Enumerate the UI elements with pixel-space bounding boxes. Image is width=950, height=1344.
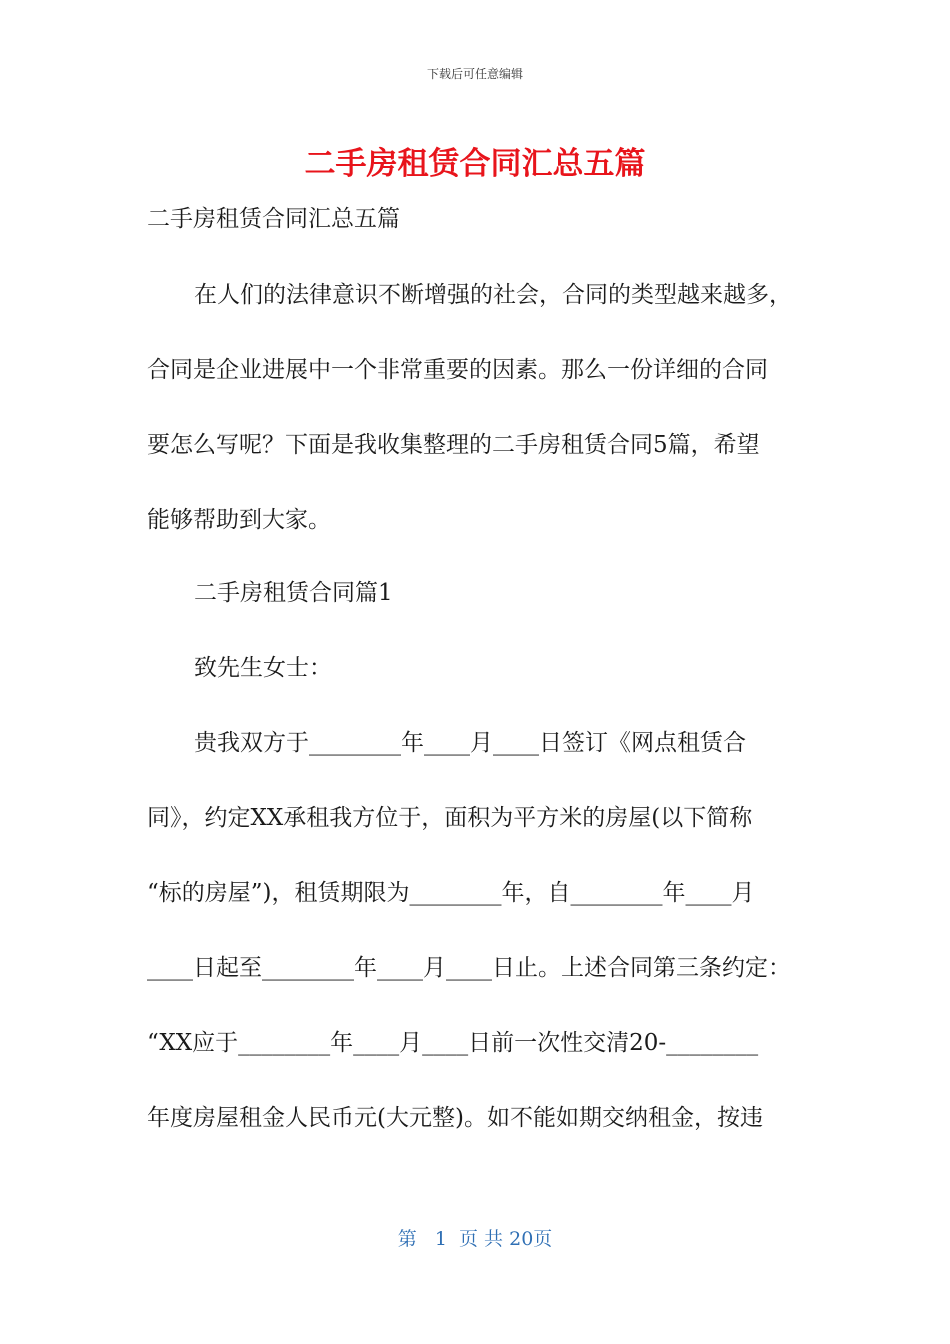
document-title: 二手房租赁合同汇总五篇 [304, 146, 646, 182]
paragraph-line: 在人们的法律意识不断增强的社会，合同的类型越来越多， [194, 282, 792, 308]
paragraph-line: 能够帮助到大家。 [147, 507, 331, 533]
footer-current-page: 1 [434, 1228, 447, 1250]
header-note: 下载后可任意编辑 [426, 67, 523, 81]
paragraph-line: 年度房屋租金人民币元(大元整)。如不能如期交纳租金，按违 [147, 1105, 763, 1131]
paragraph-line: 贵我双方于________年____月____日签订《网点租赁合 [194, 730, 746, 756]
page-footer [0, 1225, 950, 1253]
salutation: 致先生女士： [194, 655, 332, 681]
footer-suffix: 页 [533, 1228, 553, 1250]
paragraph-line: 要怎么写呢？下面是我收集整理的二手房租赁合同5篇，希望 [147, 432, 760, 458]
paragraph-line: ____日起至________年____月____日止。上述合同第三条约定： [147, 955, 791, 981]
footer-total-pages: 20 [509, 1228, 534, 1250]
paragraph-line: 合同是企业进展中一个非常重要的因素。那么一份详细的合同 [147, 357, 768, 383]
footer-prefix: 第 [397, 1228, 417, 1250]
document-subtitle: 二手房租赁合同汇总五篇 [147, 206, 400, 232]
section-heading: 二手房租赁合同篇1 [194, 580, 393, 606]
paragraph-line: “XX应于________年____月____日前一次性交清20-________ [147, 1030, 759, 1056]
paragraph-line: 同》，约定XX承租我方位于，面积为平方米的房屋(以下简称 [147, 805, 753, 831]
paragraph-line: “标的房屋”)，租赁期限为________年，自________年____月 [147, 880, 755, 906]
footer-middle: 页 共 [459, 1228, 504, 1250]
